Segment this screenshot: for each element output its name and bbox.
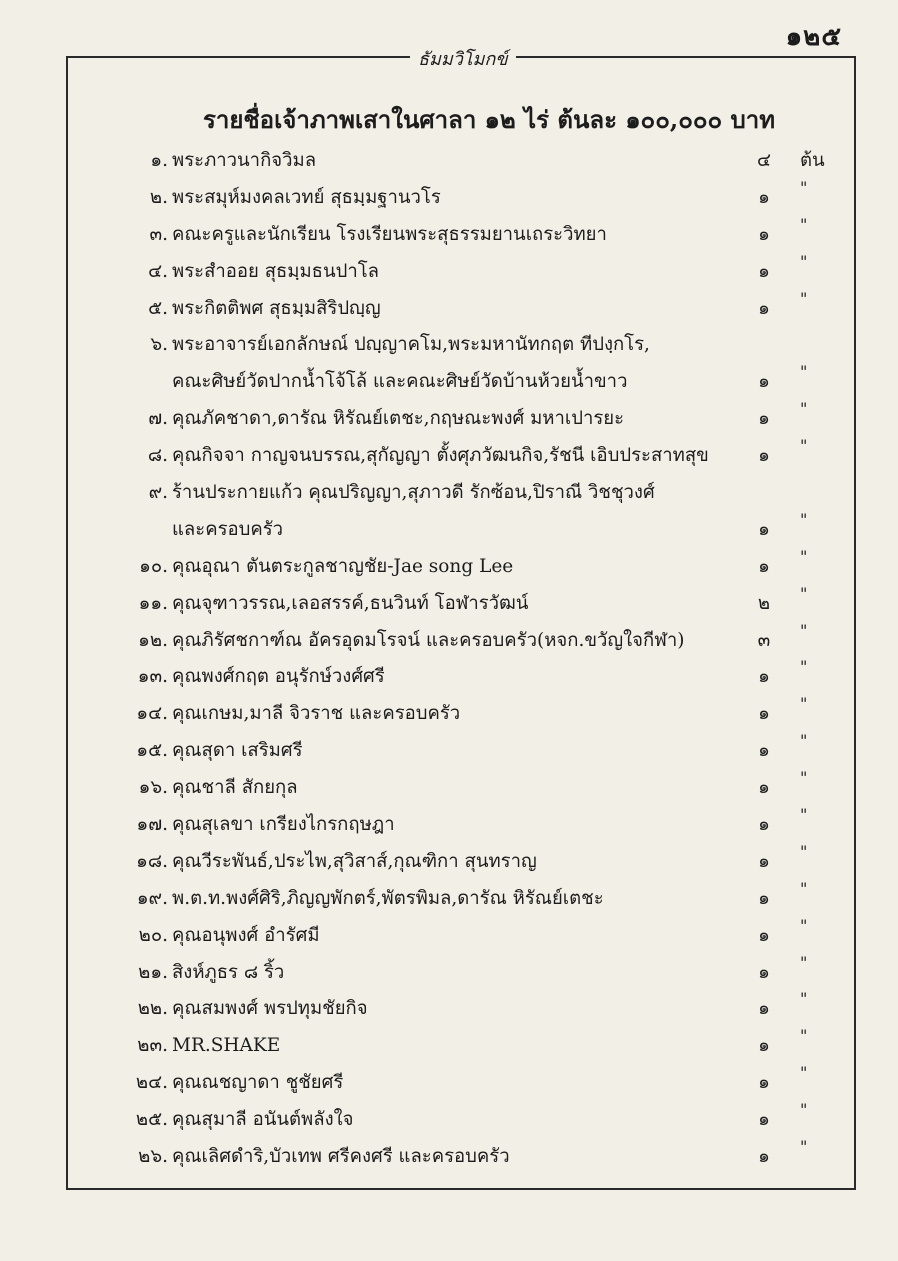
- entry-name: คุณกิจจา กาญจนบรรณ,สุกัญญา ตั้งศุภวัฒนกิจ,รัชนี เอิบประสาทสุข: [172, 445, 709, 467]
- entry-name: คุณภัคชาดา,ดารัณ หิรัณย์เตชะ,กฤษณะพงศ์ มหาเปารยะ: [172, 408, 625, 430]
- list-item: [0, 696, 898, 733]
- entry-name: คุณเลิศดำริ,บัวเทพ ศรีคงศรี และครอบครัว: [172, 1146, 510, 1168]
- entry-name: คุณสุมาลี อนันต์พลังใจ: [172, 1109, 354, 1131]
- entry-quantity: ๔: [756, 150, 771, 171]
- page-title: รายชื่อเจ้าภาพเสาในศาลา ๑๒ ไร่ ต้นละ ๑๐๐,๐๐๐ บาท: [202, 105, 776, 134]
- list-item: [0, 401, 898, 438]
- entry-quantity: ๑: [758, 1109, 770, 1131]
- entry-name: พระกิตติพศ สุธมฺมสิริปญฺญ: [172, 297, 381, 319]
- entry-number: ๓.: [149, 223, 168, 245]
- entry-quantity: ๑: [758, 1072, 770, 1094]
- entry-name: คุณจุฑาวรรณ,เลอสรรค์,ธนวินท์ โอฬารวัฒน์: [172, 592, 529, 614]
- list-item: [0, 733, 898, 770]
- header-label: ธัมมวิโมกข์: [410, 44, 516, 73]
- list-item-continuation: [0, 364, 898, 401]
- entry-number: ๔.: [148, 260, 168, 282]
- list-item: [0, 583, 898, 623]
- ditto-mark: ": [800, 436, 808, 456]
- ditto-mark: ": [800, 251, 808, 271]
- entry-quantity: ๓: [757, 629, 771, 651]
- entry-quantity: ๑: [758, 887, 770, 909]
- ditto-mark: ": [800, 288, 808, 308]
- entry-number: ๗.: [148, 408, 168, 430]
- list-item: [0, 327, 898, 364]
- entry-quantity: ๑: [758, 223, 770, 245]
- ditto-mark: ": [800, 509, 808, 529]
- ditto-mark: ": [800, 214, 808, 234]
- entry-quantity: ๒: [757, 592, 771, 614]
- entry-number: ๒๓.: [137, 1035, 168, 1057]
- entry-number: ๑๒.: [138, 629, 168, 651]
- entry-name: คุณณชญาดา ชูชัยศรี: [172, 1072, 344, 1094]
- entry-name: คุณอุณา ตันตระกูลชาญชัย-Jae song Lee: [172, 555, 514, 577]
- ditto-mark: ": [800, 657, 808, 677]
- list-item: [0, 915, 898, 955]
- entry-name: คุณภิรัศชกาฑ์ณ อัครอุดมโรจน์ และครอบครัว(หจก.ขวัญใจกีฬา): [172, 629, 685, 651]
- entry-quantity: ๑: [758, 740, 770, 762]
- entry-quantity: ๑: [758, 814, 770, 836]
- list-item: [0, 1028, 898, 1065]
- entry-number: ๒.: [149, 186, 168, 208]
- list-item: [0, 288, 898, 328]
- entry-number: ๒๐.: [138, 924, 168, 946]
- entry-number: ๘.: [147, 445, 168, 467]
- entry-number: ๒๖.: [138, 1146, 168, 1168]
- list-item-continuation: [0, 509, 898, 549]
- list-item: [0, 475, 898, 512]
- list-item: [0, 770, 898, 807]
- entry-name-continued: คณะศิษย์วัดปากน้ำโจ้โล้ และคณะศิษย์วัดบ้านห้วยน้ำขาว: [172, 371, 628, 393]
- entry-name: คุณชาลี สักยกุล: [172, 777, 298, 799]
- ditto-mark: ": [800, 989, 808, 1009]
- entry-number: ๑๗.: [136, 814, 168, 836]
- list-item: [0, 620, 898, 660]
- entry-number: ๑๘.: [136, 850, 168, 872]
- list-item: [0, 952, 898, 992]
- entry-quantity: ๑: [758, 666, 770, 688]
- ditto-mark: ": [800, 1063, 808, 1083]
- entry-quantity: ๑: [758, 998, 770, 1020]
- entry-name-continued: และครอบครัว: [172, 518, 284, 540]
- entry-name: คุณสุดา เสริมศรี: [172, 740, 303, 762]
- entry-name: คุณวีระพันธ์,ประไพ,สุวิสาส์,กุณฑิกา สุนทราญ: [172, 850, 537, 872]
- list-item: [0, 438, 898, 475]
- entry-name: พระอาจารย์เอกลักษณ์ ปญฺญาคโม,พระมหานัทกฤต ทีปงฺกโร,: [172, 334, 650, 356]
- ditto-mark: ": [800, 362, 808, 382]
- entry-number: ๑๖.: [138, 777, 168, 799]
- entry-quantity: ๑: [758, 555, 770, 577]
- entry-quantity: ๑: [758, 850, 770, 872]
- entry-quantity: ๑: [758, 445, 770, 467]
- entry-number: ๑.: [150, 150, 168, 171]
- list-item: [0, 143, 898, 180]
- ditto-mark: ": [800, 1100, 808, 1120]
- entry-number: ๙.: [148, 482, 168, 504]
- ditto-mark: ": [800, 583, 808, 603]
- entry-name: ร้านประกายแก้ว คุณปริญญา,สุภาวดี รักซ้อน,ปิราณี วิชชุวงศ์: [172, 482, 655, 504]
- entry-quantity: ๑: [758, 408, 770, 430]
- entry-quantity: ๑: [758, 777, 770, 799]
- ditto-mark: ": [800, 915, 808, 935]
- ditto-mark: ": [800, 878, 808, 898]
- list-item: [0, 214, 898, 254]
- ditto-mark: ": [800, 1026, 808, 1046]
- entry-quantity: ๑: [758, 1146, 770, 1168]
- list-item: [0, 1139, 898, 1176]
- entry-number: ๑๓.: [137, 666, 168, 688]
- list-item: [0, 991, 898, 1028]
- entry-number: ๒๒.: [137, 998, 168, 1020]
- ditto-mark: ": [800, 841, 808, 861]
- entry-unit: ต้น: [800, 150, 825, 171]
- entry-quantity: ๑: [758, 518, 770, 540]
- list-item: [0, 177, 898, 217]
- entry-number: ๒๕.: [135, 1109, 168, 1131]
- donor-list: [0, 143, 898, 1176]
- list-item: [0, 659, 898, 696]
- entry-number: ๑๕.: [136, 740, 168, 762]
- entry-quantity: ๑: [758, 260, 770, 282]
- entry-number: ๒๔.: [135, 1072, 168, 1094]
- ditto-mark: ": [800, 620, 808, 640]
- ditto-mark: ": [800, 768, 808, 788]
- page-number: ๑๒๕: [785, 22, 842, 52]
- list-item: [0, 878, 898, 918]
- ditto-mark: ": [800, 546, 808, 566]
- entry-quantity: ๑: [758, 961, 770, 983]
- list-item: [0, 546, 898, 586]
- entry-quantity: ๑: [758, 186, 770, 208]
- ditto-mark: ": [800, 1137, 808, 1157]
- entry-name: สิงห์ภูธร ๘ ริ้ว: [172, 961, 285, 983]
- entry-name: พระสำออย สุธมฺมธนปาโล: [172, 260, 380, 282]
- entry-quantity: ๑: [758, 297, 770, 319]
- entry-quantity: ๑: [758, 703, 770, 725]
- ditto-mark: ": [800, 952, 808, 972]
- list-item: [0, 1102, 898, 1139]
- list-item: [0, 251, 898, 291]
- entry-number: ๕.: [148, 297, 168, 319]
- list-item: [0, 841, 898, 881]
- entry-name: พระภาวนากิจวิมล: [172, 150, 317, 171]
- entry-name: คุณสมพงศ์ พรปทุมชัยกิจ: [172, 998, 368, 1020]
- entry-number: ๑๑.: [138, 592, 168, 614]
- entry-number: ๑๐.: [139, 555, 168, 577]
- entry-name: คุณสุเลขา เกรียงไกรกฤษฎา: [172, 814, 395, 836]
- ditto-mark: ": [800, 399, 808, 419]
- ditto-mark: ": [800, 731, 808, 751]
- entry-quantity: ๑: [758, 1035, 770, 1057]
- ditto-mark: ": [800, 805, 808, 825]
- entry-name: พ.ต.ท.พงศ์ศิริ,ภิญญพักตร์,พัตรพิมล,ดารัณ หิรัณย์เตชะ: [172, 887, 604, 909]
- ditto-mark: ": [800, 694, 808, 714]
- entry-name: คณะครูและนักเรียน โรงเรียนพระสุธรรมยานเถระวิทยา: [172, 223, 607, 245]
- entry-name: คุณพงศ์กฤต อนุรักษ์วงศ์ศรี: [172, 666, 385, 688]
- entry-number: ๒๑.: [138, 961, 168, 983]
- entry-number: ๑๔.: [136, 703, 168, 725]
- entry-name: คุณเกษม,มาลี จิวราช และครอบครัว: [172, 703, 461, 725]
- entry-number: ๖.: [150, 334, 168, 356]
- ditto-mark: ": [800, 177, 808, 197]
- list-item: [0, 807, 898, 844]
- entry-name: พระสมุห์มงคลเวทย์ สุธมฺมฐานวโร: [172, 186, 441, 208]
- list-item: [0, 1065, 898, 1102]
- entry-quantity: ๑: [758, 371, 770, 393]
- entry-number: ๑๙.: [136, 887, 168, 909]
- entry-name: MR.SHAKE: [172, 1035, 281, 1057]
- entry-name: คุณอนุพงศ์ อำรัศมี: [172, 924, 320, 946]
- entry-quantity: ๑: [758, 924, 770, 946]
